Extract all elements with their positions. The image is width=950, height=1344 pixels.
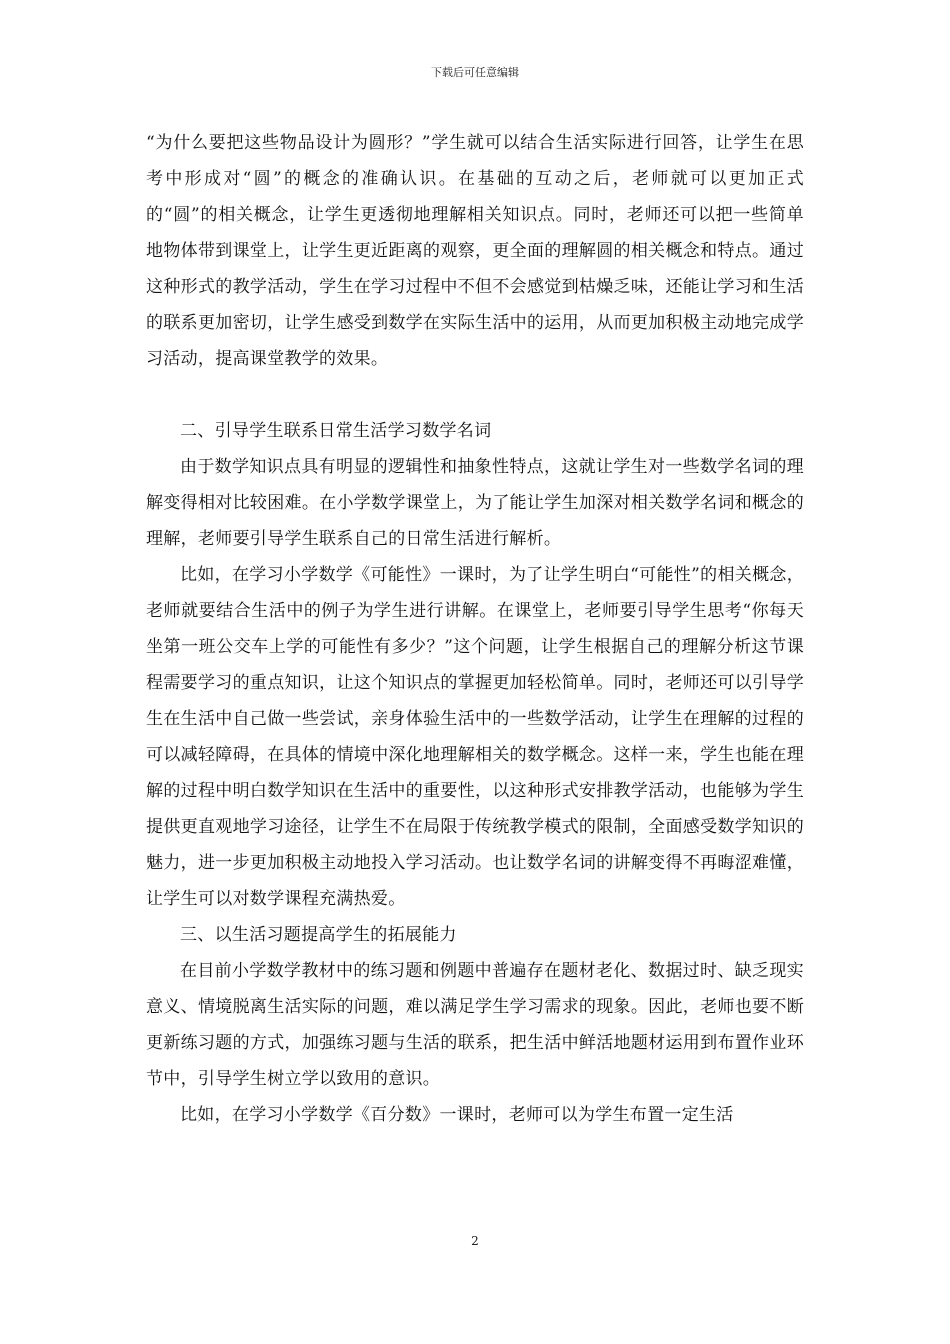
paragraph-exercises: 在目前小学数学教材中的练习题和例题中普遍存在题材老化、数据过时、缺乏现实意义、情境脱离生活实际的问题，难以满足学生学习需求的现象。因此，老师也要不断更新练习题的方式，加强练习题与生活的联系，把生活中鲜活地题材运用到布置作业环节中，引导学生树立学以致用的意识。 (146, 961, 804, 1089)
paragraph-math-terms: 由于数学知识点具有明显的逻辑性和抽象性特点，这就让学生对一些数学名词的理解变得相对比较困难。在小学数学课堂上，为了能让学生加深对相关数学名词和概念的理解，老师要引导学生联系自己的日常生活进行解析。 (146, 457, 804, 549)
paragraph-percentage-example: 比如，在学习小学数学《百分数》一课时，老师可以为学生布置一定生活 (180, 1105, 734, 1125)
section-heading-2: 二、引导学生联系日常生活学习数学名词 (180, 421, 492, 441)
paragraph-possibility-example: 比如，在学习小学数学《可能性》一课时，为了让学生明白“可能性”的相关概念，老师就要结合生活中的例子为学生进行讲解。在课堂上，老师要引导学生思考“你每天坐第一班公交车上学的可能性有多少？”这个问题，让学生根据自己的理解分析这节课程需要学习的重点知识，让这个知识点的掌握更加轻松简单。同时，老师还可以引导学生在生活中自己做一些尝试，亲身体验生活中的一些数学活动，让学生在理解的过程的可以减轻障碍，在具体的情境中深化地理解相关的数学概念。这样一来，学生也能在理解的过程中明白数学知识在生活中的重要性，以这种形式安排教学活动，也能够为学生提供更直观地学习途径，让学生不在局限于传统教学模式的限制，全面感受数学知识的魅力，进一步更加积极主动地投入学习活动。也让数学名词的讲解变得不再晦涩难懂，让学生可以对数学课程充满热爱。 (146, 565, 804, 909)
section-gap (146, 377, 804, 413)
paragraph-circle-concept: “为什么要把这些物品设计为圆形？”学生就可以结合生活实际进行回答，让学生在思考中形成对“圆”的概念的准确认识。在基础的互动之后，老师就可以更加正式的“圆”的相关概念，让学生更透彻地理解相关知识点。同时，老师还可以把一些简单地物体带到课堂上，让学生更近距离的观察，更全面的理解圆的相关概念和特点。通过这种形式的教学活动，学生在学习过程中不但不会感觉到枯燥乏味，还能让学习和生活的联系更加密切，让学生感受到数学在实际生活中的运用，从而更加积极主动地完成学习活动，提高课堂教学的效果。 (146, 133, 804, 369)
page-number: 2 (471, 1234, 479, 1248)
section-heading-3: 三、以生活习题提高学生的拓展能力 (180, 925, 457, 945)
document-body (146, 125, 804, 1133)
header-note: 下载后可任意编辑 (431, 66, 519, 79)
